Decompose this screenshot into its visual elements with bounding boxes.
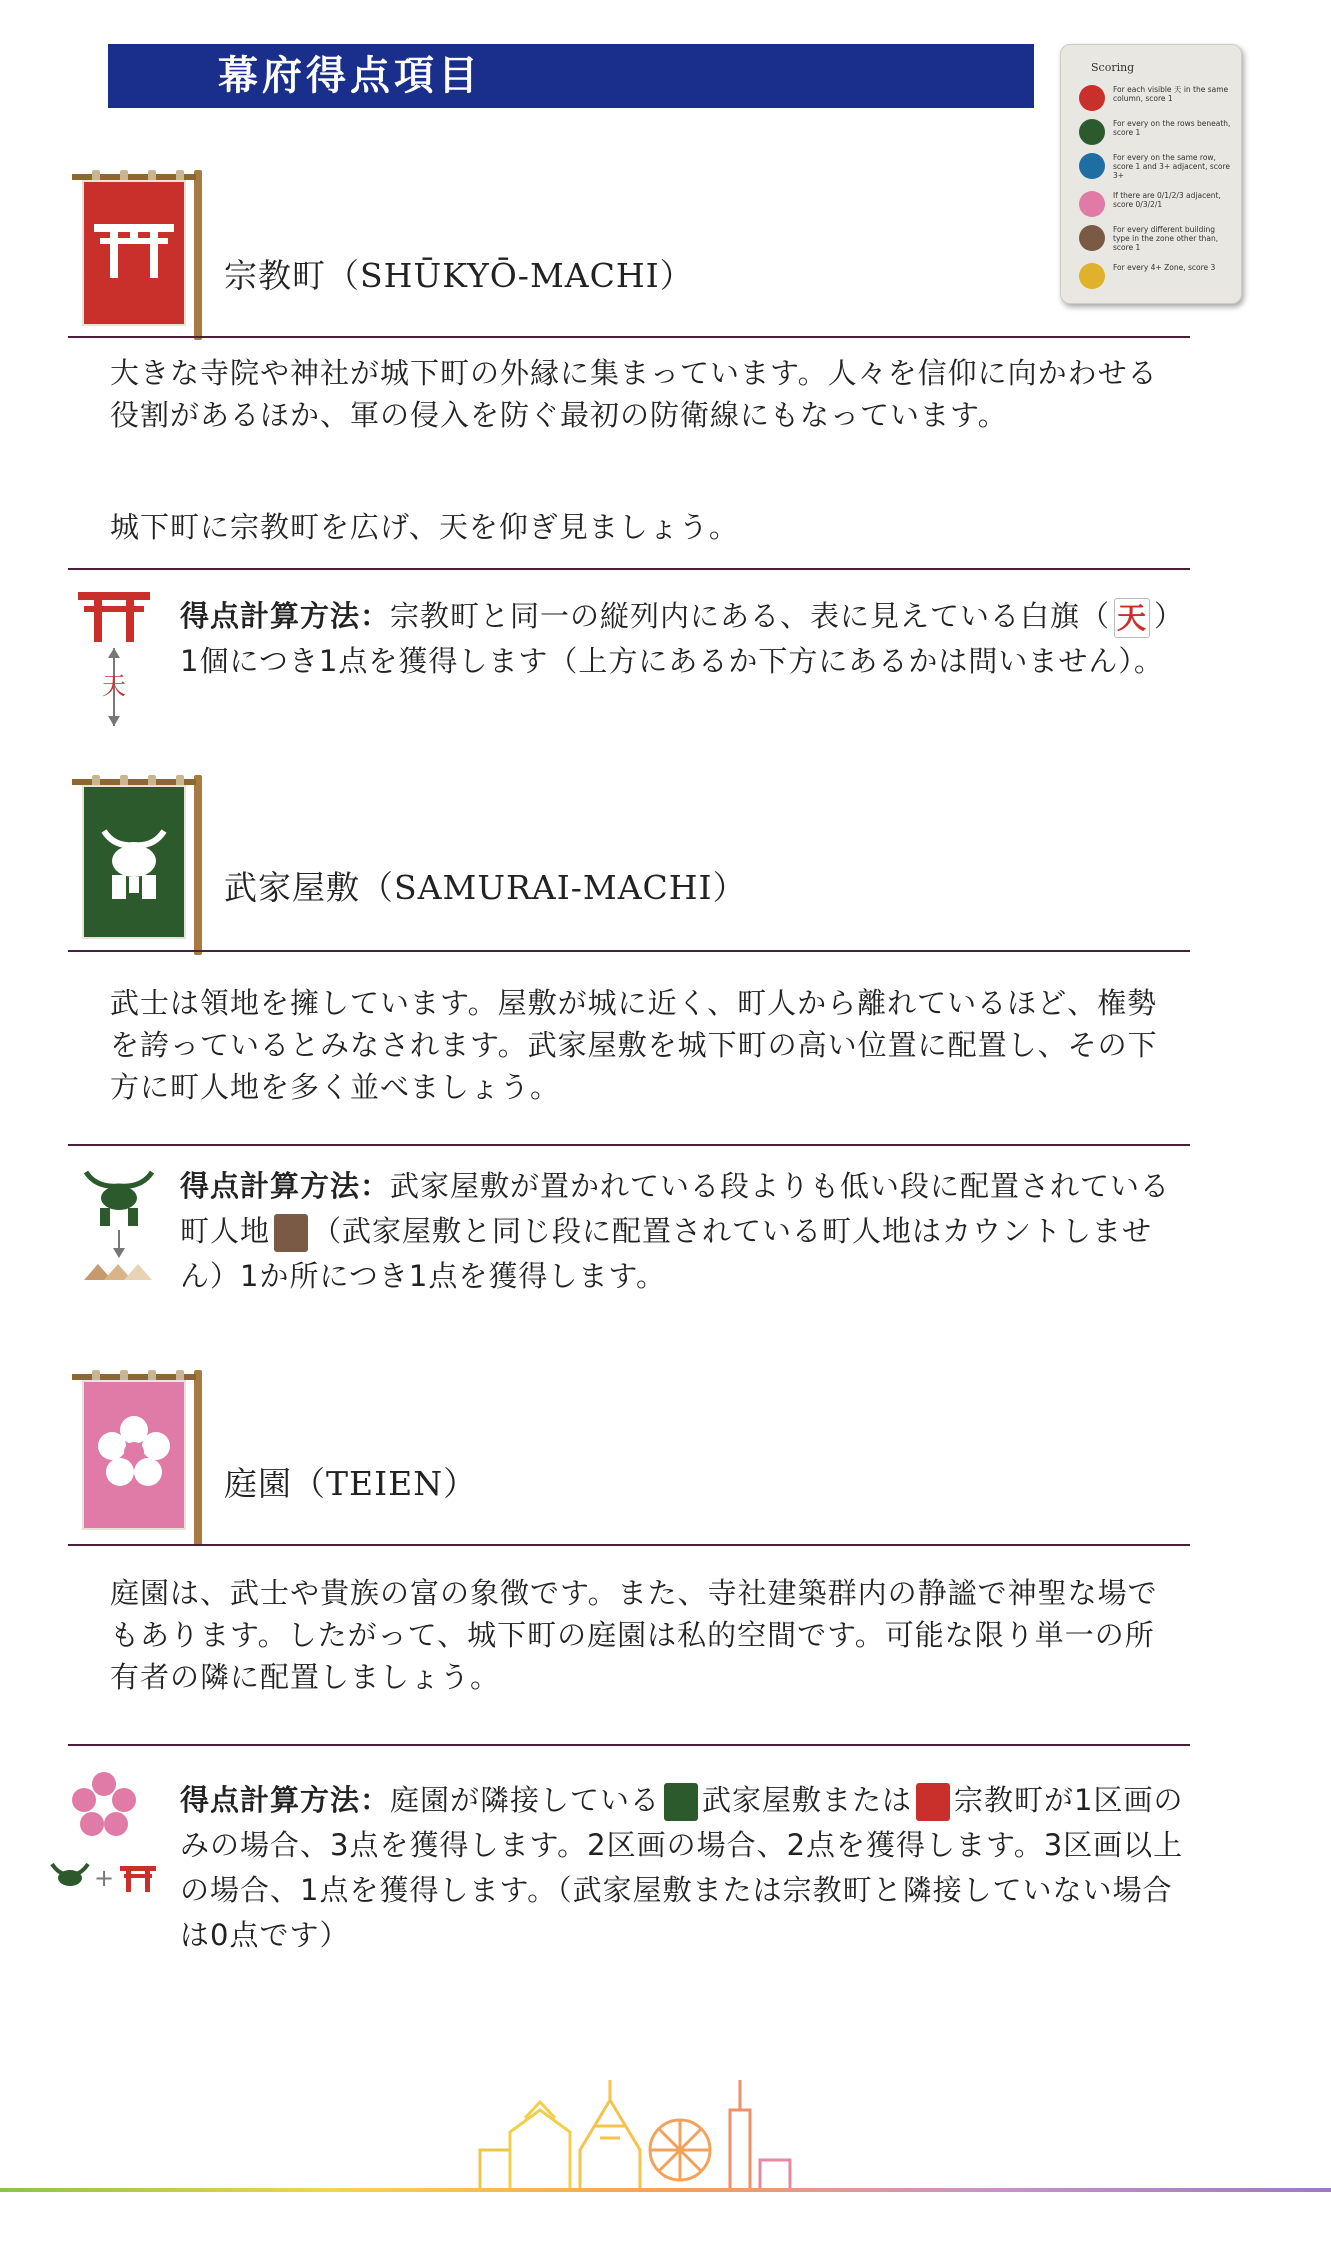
- divider: [68, 1544, 1190, 1546]
- water-icon: [1079, 153, 1105, 179]
- divider: [68, 1144, 1190, 1146]
- samurai-helmet-icon: [84, 787, 184, 937]
- ref-row-zone: For every 4+ Zone, score 3: [1079, 263, 1233, 293]
- zone-icon: [1079, 263, 1105, 289]
- section-title-garden: 庭園（TEIEN）: [224, 1464, 478, 1503]
- footer-gradient-line: [0, 2188, 1331, 2192]
- section-title-religious: 宗教町（SHŪKYŌ-MACHI）: [224, 256, 694, 295]
- garden-banner: [72, 1370, 202, 1546]
- house-icon: [1079, 225, 1105, 251]
- svg-text:+: +: [93, 1864, 115, 1892]
- scoring-label: 得点計算方法：: [180, 599, 391, 633]
- section-body-samurai: 武士は領地を擁しています。屋敷が城に近く、町人から離れているほど、権勢を誇っているとみなされます。武家屋敷を城下町の高い位置に配置し、その下方に町人地を多く並べましょう。: [110, 986, 1158, 1104]
- scoring-rule-religious: 得点計算方法：宗教町と同一の縦列内にある、表に見えている白旗（ 天 ）1個につき1点を獲得します（上方にあるか下方にあるかは問いません）。: [180, 599, 1185, 678]
- scoring-rule-samurai: 得点計算方法：武家屋敷が置かれている段よりも低い段に配置されている町人地 （武家屋敷と同じ段に配置されている町人地はカウントしません）1か所につき1点を獲得します。: [180, 1169, 1171, 1293]
- ref-row-religious: For each visible 天 in the same column, score 1: [1079, 85, 1233, 115]
- ref-row-townsfolk: For every different building type in the zone other than, score 1: [1079, 225, 1233, 255]
- torii-icon: [1079, 85, 1105, 111]
- scoring-label: 得点計算方法：: [180, 1169, 391, 1203]
- section-body-garden: 庭園は、武士や貴族の富の象徴です。また、寺社建築群内の静謐で神聖な場でもあります。したがって、城下町の庭園は私的空間です。可能な限り単一の所有者の隣に配置しましょう。: [110, 1576, 1158, 1694]
- svg-text:天: 天: [102, 672, 126, 700]
- divider: [68, 1744, 1190, 1746]
- city-skyline-illustration: [470, 2040, 830, 2190]
- card-title: Scoring: [1091, 61, 1135, 74]
- ref-row-garden: If there are 0/1/2/3 adjacent, score 0/3/2/1: [1079, 191, 1233, 221]
- divider: [68, 336, 1190, 338]
- samurai-scoring-icon: [74, 1158, 164, 1288]
- scoring-label: 得点計算方法：: [180, 1783, 391, 1817]
- torii-icon: [84, 182, 184, 324]
- header-bar: [108, 44, 1034, 108]
- divider: [68, 950, 1190, 952]
- torii-banner-icon: [916, 1783, 950, 1821]
- scoring-reference-card: [1060, 44, 1242, 304]
- samurai-banner: [72, 775, 202, 955]
- scoring-rule-garden: 得点計算方法：庭園が隣接している 武家屋敷または 宗教町が1区画のみの場合、3点を獲得します。2区画の場合、2点を獲得します。3区画以上の場合、1点を獲得します。（武家屋敷または宗教町と隣接していない場合は0点です）: [180, 1783, 1184, 1952]
- page-title: 幕府得点項目: [218, 52, 482, 99]
- section-body-religious: 大きな寺院や神社が城下町の外縁に集まっています。人々を信仰に向かわせる役割があるほか、軍の侵入を防ぐ最初の防衛線にもなっています。: [110, 356, 1158, 432]
- section-body-religious-2: 城下町に宗教町を広げ、天を仰ぎ見ましょう。: [110, 510, 739, 544]
- section-title-samurai: 武家屋敷（SAMURAI-MACHI）: [224, 868, 747, 907]
- white-flag-icon: 天: [1114, 598, 1150, 638]
- torii-scoring-icon: [74, 586, 154, 736]
- divider: [68, 568, 1190, 570]
- sakura-icon: [84, 1382, 184, 1528]
- ref-row-samurai: For every on the rows beneath, score 1: [1079, 119, 1233, 149]
- townsfolk-house-icon: [274, 1214, 308, 1252]
- samurai-banner-icon: [664, 1783, 698, 1821]
- ref-row-water: For every on the same row, score 1 and 3+ adjacent, score 3+: [1079, 153, 1233, 183]
- sakura-icon: [1079, 191, 1105, 217]
- garden-scoring-icon: [44, 1768, 164, 1908]
- religious-banner: [72, 170, 202, 340]
- samurai-helmet-icon: [1079, 119, 1105, 145]
